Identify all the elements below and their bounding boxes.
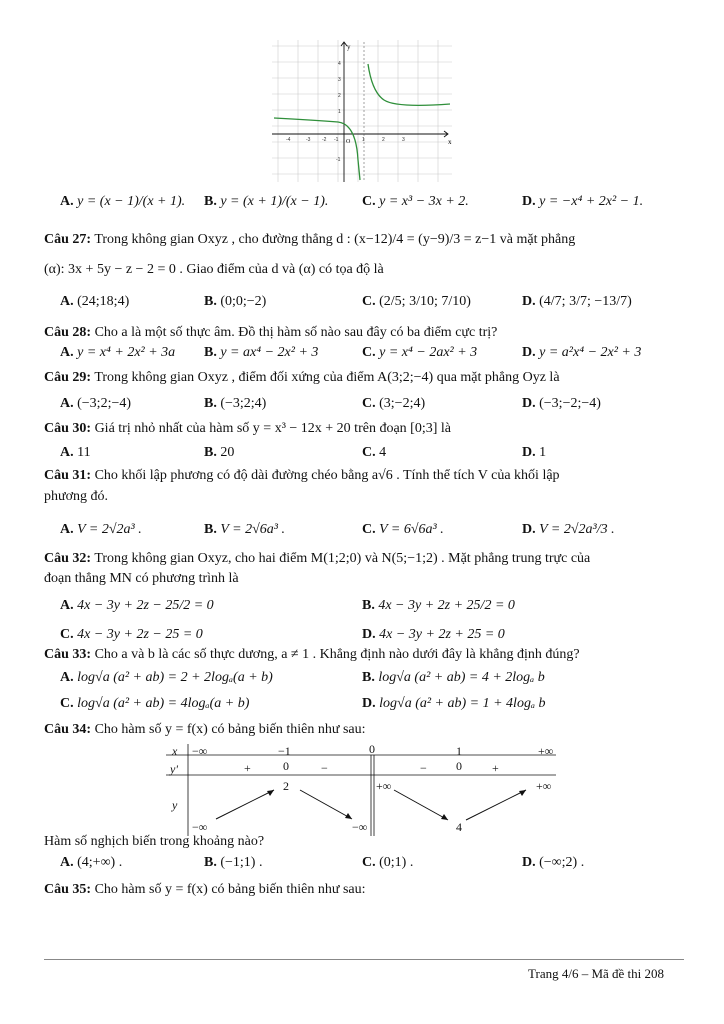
- q27-stem-line1: Câu 27: Trong không gian Oxyz , cho đường thẳng d : (x−12)/4 = (y−9)/3 = z−1 và mặt phẳng: [44, 232, 576, 247]
- variation-table: [166, 744, 556, 836]
- q30-option-c[interactable]: C. 4: [362, 445, 387, 460]
- q27-stem-line2: (α): 3x + 5y − z − 2 = 0 . Giao điểm của d và (α) có tọa độ là: [44, 262, 384, 277]
- y-tick: 4: [338, 61, 341, 67]
- q30-option-a[interactable]: A. 11: [60, 445, 91, 460]
- q30-option-d[interactable]: D. 1: [522, 445, 547, 460]
- origin-label: O: [346, 139, 351, 145]
- vt-y-value: −∞: [192, 820, 208, 834]
- q26-option-b[interactable]: B. y = (x + 1)/(x − 1).: [204, 194, 329, 209]
- q33-option-c[interactable]: C. log√a (a² + ab) = 4logₐ(a + b): [60, 696, 250, 711]
- vt-x-value: +∞: [538, 744, 554, 758]
- q34-option-b[interactable]: B. (−1;1) .: [204, 855, 263, 870]
- q31-option-d[interactable]: D. V = 2√2a³/3 .: [522, 522, 615, 537]
- vt-y-value: 4: [456, 820, 462, 834]
- q33-option-b[interactable]: B. log√a (a² + ab) = 4 + 2logₐ b: [362, 670, 545, 685]
- y-tick: 3: [338, 77, 341, 83]
- q34-question: Hàm số nghịch biến trong khoảng nào?: [44, 834, 265, 849]
- x-tick: -3: [306, 137, 311, 143]
- vt-x-value: 1: [456, 744, 462, 758]
- vt-y-value: 2: [283, 779, 289, 793]
- vt-x-label: x: [172, 744, 178, 758]
- q27-option-d[interactable]: D. (4/7; 3/7; −13/7): [522, 294, 632, 309]
- q30-stem: Câu 30: Giá trị nhỏ nhất của hàm số y = x³ − 12x + 20 trên đoạn [0;3] là: [44, 421, 451, 436]
- q33-option-a[interactable]: A. log√a (a² + ab) = 2 + 2logₐ(a + b): [60, 670, 273, 685]
- vt-y-value: −∞: [352, 820, 368, 834]
- q31-option-a[interactable]: A. V = 2√2a³ .: [60, 522, 142, 537]
- q31-option-c[interactable]: C. V = 6√6a³ .: [362, 522, 444, 537]
- q31-option-b[interactable]: B. V = 2√6a³ .: [204, 522, 285, 537]
- vt-sign: 0: [456, 759, 462, 773]
- x-tick: 2: [382, 137, 385, 143]
- vt-x-value: −∞: [192, 744, 208, 758]
- y-axis-label: y: [347, 43, 351, 51]
- vt-sign: +: [492, 761, 499, 775]
- q26-option-c[interactable]: C. y = x³ − 3x + 2.: [362, 194, 469, 209]
- x-tick: -4: [286, 137, 291, 143]
- q29-option-a[interactable]: A. (−3;2;−4): [60, 396, 132, 411]
- q34-stem: Câu 34: Cho hàm số y = f(x) có bảng biến thiên như sau:: [44, 722, 366, 737]
- vt-sign: +: [244, 761, 251, 775]
- q35-stem: Câu 35: Cho hàm số y = f(x) có bảng biến thiên như sau:: [44, 882, 366, 897]
- q27-option-c[interactable]: C. (2/5; 3/10; 7/10): [362, 294, 471, 309]
- vt-x-value: −1: [278, 744, 291, 758]
- q28-option-d[interactable]: D. y = a²x⁴ − 2x² + 3: [522, 345, 642, 360]
- left-branch-curve: [274, 118, 360, 180]
- q27-option-a[interactable]: A. (24;18;4): [60, 294, 130, 309]
- q30-option-b[interactable]: B. 20: [204, 445, 235, 460]
- q34-option-d[interactable]: D. (−∞;2) .: [522, 855, 585, 870]
- q32-option-c[interactable]: C. 4x − 3y + 2z − 25 = 0: [60, 627, 203, 642]
- q28-option-a[interactable]: A. y = x⁴ + 2x² + 3a: [60, 345, 176, 360]
- q32-option-d[interactable]: D. 4x − 3y + 2z + 25 = 0: [362, 627, 505, 642]
- y-tick: 1: [338, 109, 341, 115]
- q34-option-a[interactable]: A. (4;+∞) .: [60, 855, 123, 870]
- q27-option-b[interactable]: B. (0;0;−2): [204, 294, 267, 309]
- y-tick: 2: [338, 93, 341, 99]
- q28-option-c[interactable]: C. y = x⁴ − 2ax² + 3: [362, 345, 478, 360]
- q26-option-a[interactable]: A. y = (x − 1)/(x + 1).: [60, 194, 186, 209]
- y-tick: -1: [336, 157, 341, 163]
- page-footer: Trang 4/6 – Mã đề thi 208: [528, 966, 665, 981]
- vt-sign: 0: [283, 759, 289, 773]
- hyperbola-graph: [272, 40, 452, 182]
- q29-option-b[interactable]: B. (−3;2;4): [204, 396, 267, 411]
- q31-stem-line2: phương đó.: [44, 489, 108, 504]
- x-axis-label: x: [448, 138, 452, 146]
- q33-option-d[interactable]: D. log√a (a² + ab) = 1 + 4logₐ b: [362, 696, 546, 711]
- x-tick: 3: [402, 137, 405, 143]
- q32-stem-line2: đoạn thẳng MN có phương trình là: [44, 571, 239, 586]
- x-tick: -2: [322, 137, 327, 143]
- q26-option-d[interactable]: D. y = −x⁴ + 2x² − 1.: [522, 194, 644, 209]
- q29-option-d[interactable]: D. (−3;−2;−4): [522, 396, 601, 411]
- vt-sign: −: [321, 761, 328, 775]
- vt-y-label: y: [172, 798, 178, 812]
- x-tick: -1: [334, 137, 339, 143]
- vt-x-value: 0: [369, 742, 375, 756]
- q32-option-a[interactable]: A. 4x − 3y + 2z − 25/2 = 0: [60, 598, 214, 613]
- q33-stem: Câu 33: Cho a và b là các số thực dương, a ≠ 1 . Khẳng định nào dưới đây là khẳng định đúng?: [44, 647, 580, 662]
- q28-stem: Câu 28: Cho a là một số thực âm. Đồ thị hàm số nào sau đây có ba điểm cực trị?: [44, 325, 498, 340]
- q29-option-c[interactable]: C. (3;−2;4): [362, 396, 426, 411]
- q31-stem-line1: Câu 31: Cho khối lập phương có độ dài đường chéo bằng a√6 . Tính thể tích V của khối lập: [44, 468, 560, 483]
- vt-yprime-label: y': [170, 762, 178, 776]
- q32-option-b[interactable]: B. 4x − 3y + 2z + 25/2 = 0: [362, 598, 515, 613]
- vt-y-value: +∞: [376, 779, 392, 793]
- vt-y-value: +∞: [536, 779, 552, 793]
- footer-divider: [44, 959, 684, 960]
- q28-option-b[interactable]: B. y = ax⁴ − 2x² + 3: [204, 345, 319, 360]
- q32-stem-line1: Câu 32: Trong không gian Oxyz, cho hai điểm M(1;2;0) và N(5;−1;2) . Mặt phẳng trung trực của: [44, 551, 591, 566]
- q34-option-c[interactable]: C. (0;1) .: [362, 855, 414, 870]
- q29-stem: Câu 29: Trong không gian Oxyz , điểm đối xứng của điểm A(3;2;−4) qua mặt phẳng Oyz là: [44, 370, 560, 385]
- vt-sign: −: [420, 761, 427, 775]
- x-tick: 1: [362, 137, 365, 143]
